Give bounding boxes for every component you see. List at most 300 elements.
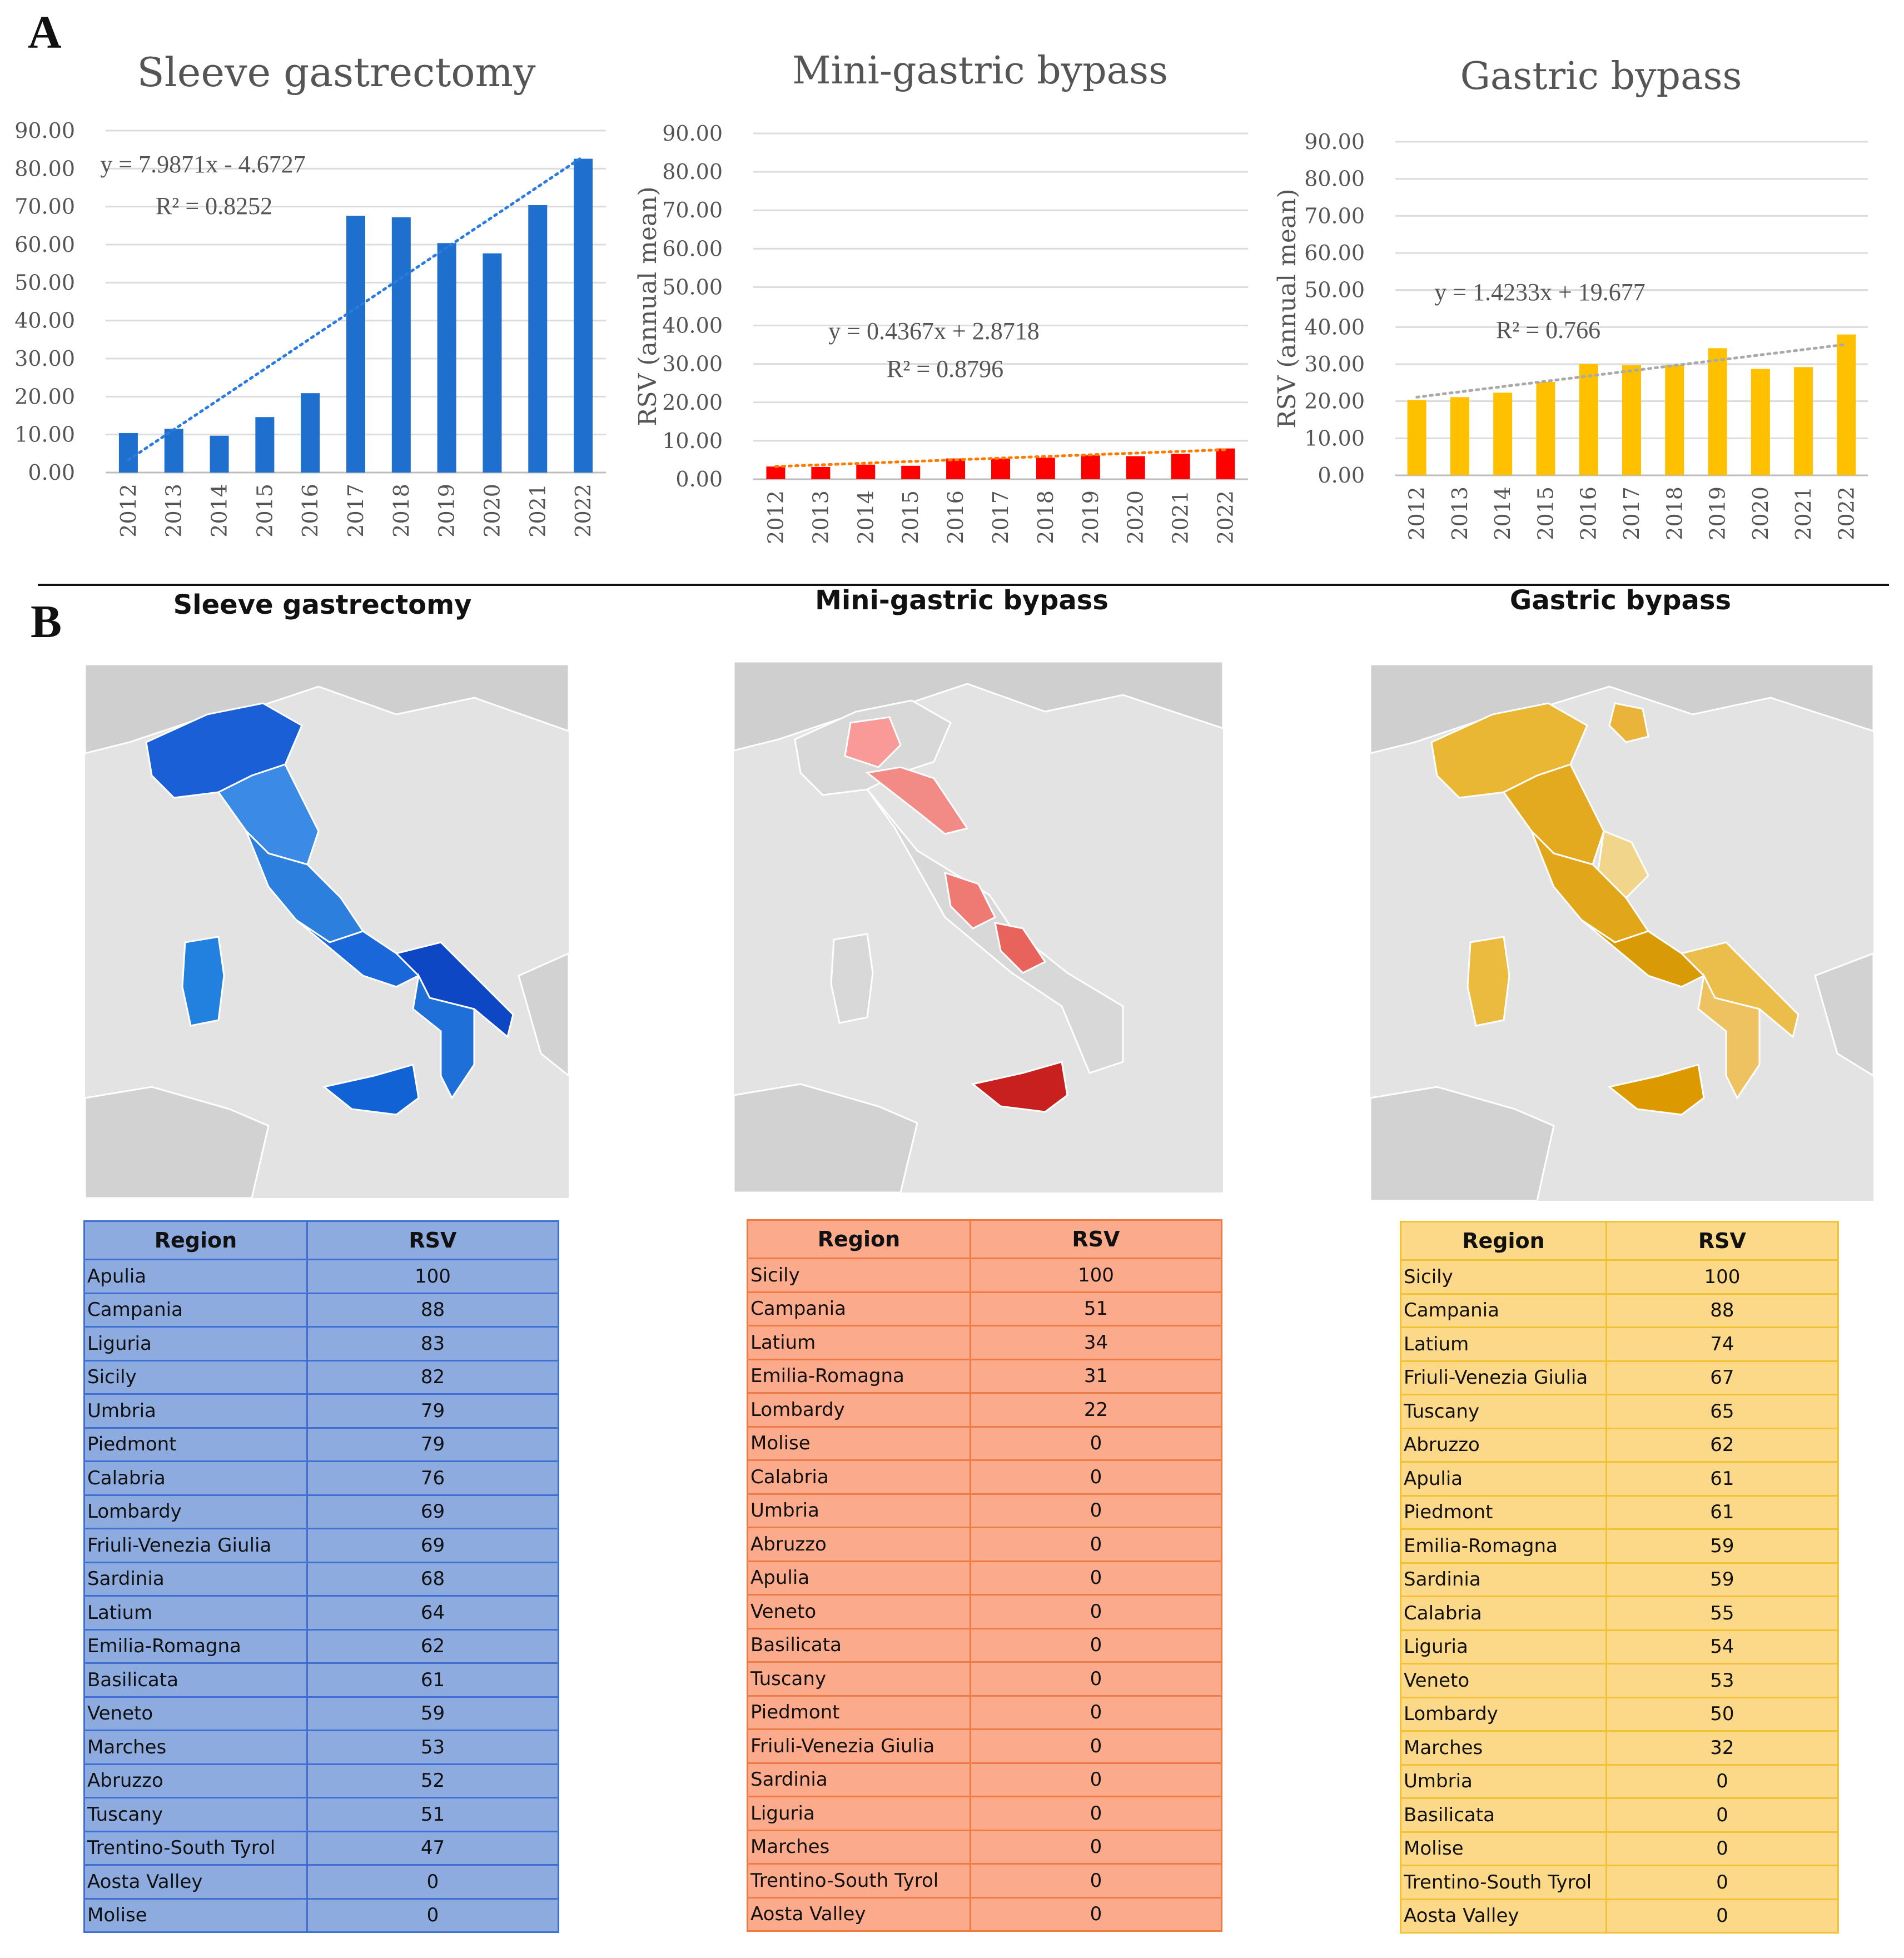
x-tick-label: 2014 (207, 484, 232, 538)
table-row (84, 1663, 559, 1697)
rsv-cell: 76 (307, 1462, 558, 1495)
region-cell: Piedmont (84, 1428, 307, 1462)
region-cell: Liguria (84, 1327, 307, 1361)
rsv-cell: 31 (970, 1359, 1221, 1393)
x-tick-label: 2022 (1834, 486, 1859, 540)
rsv-cell: 88 (1606, 1294, 1838, 1328)
table-row (84, 1831, 559, 1865)
rsv-cell: 0 (970, 1763, 1221, 1797)
rsv-cell: 53 (307, 1731, 558, 1765)
x-tick-label: 2019 (434, 484, 459, 538)
y-tick-label: 40.00 (662, 313, 723, 338)
bar (856, 465, 875, 479)
table-row (84, 1394, 559, 1428)
sleeve-gastrectomy-chart (0, 0, 628, 578)
bar (1216, 449, 1235, 479)
table-row (1401, 1563, 1838, 1597)
region-cell: Emilia-Romagna (748, 1359, 971, 1393)
bar (119, 433, 138, 473)
rsv-cell: 0 (970, 1460, 1221, 1494)
italy-map-sleeve (85, 664, 569, 1198)
table-row (748, 1864, 1222, 1898)
map-title-sleeve: Sleeve gastrectomy (173, 589, 472, 620)
rsv-cell: 47 (307, 1831, 558, 1865)
y-tick-label: 60.00 (1304, 241, 1365, 265)
x-tick-label: 2015 (252, 484, 277, 538)
rsv-cell: 61 (1606, 1462, 1838, 1496)
rsv-cell: 0 (307, 1865, 558, 1899)
italy-map-gastric (1370, 664, 1873, 1201)
trendline-equation: y = 0.4367x + 2.8718 (828, 317, 1040, 345)
region-cell: Abruzzo (1401, 1428, 1607, 1462)
y-tick-label: 10.00 (662, 428, 723, 453)
rsv-column-header: RSV (307, 1221, 558, 1260)
y-axis-label: RSV (annual mean) (1273, 188, 1301, 429)
bar (766, 466, 785, 479)
region-cell: Abruzzo (748, 1528, 971, 1562)
table-row (84, 1764, 559, 1798)
y-tick-label: 50.00 (662, 275, 723, 300)
rsv-cell: 100 (1606, 1260, 1838, 1294)
rsv-cell: 59 (1606, 1529, 1838, 1563)
x-tick-label: 2018 (389, 484, 414, 538)
x-tick-label: 2015 (1533, 486, 1558, 540)
region-cell: Friuli-Venezia Giulia (84, 1529, 307, 1563)
rsv-cell: 100 (970, 1259, 1221, 1293)
rsv-cell: 50 (1606, 1697, 1838, 1731)
bar (574, 159, 593, 473)
rsv-cell: 0 (307, 1899, 558, 1932)
y-tick-label: 90.00 (1304, 130, 1365, 154)
table-row (1401, 1328, 1838, 1361)
table-row (84, 1865, 559, 1899)
italy-map-mini (734, 662, 1223, 1192)
x-tick-label: 2012 (116, 484, 141, 538)
y-tick-label: 10.00 (1304, 426, 1365, 451)
rsv-cell: 83 (307, 1327, 558, 1361)
table-row (748, 1730, 1222, 1763)
region-cell: Campania (84, 1293, 307, 1327)
y-tick-label: 10.00 (14, 422, 75, 447)
region-cell: Piedmont (748, 1696, 971, 1730)
table-row (748, 1427, 1222, 1460)
rsv-cell: 59 (307, 1697, 558, 1731)
table-row (748, 1393, 1222, 1427)
rsv-cell: 0 (970, 1427, 1221, 1460)
bar (1536, 382, 1555, 475)
rsv-column-header: RSV (970, 1220, 1221, 1259)
rsv-cell: 0 (970, 1494, 1221, 1528)
panel-letter-a: A (28, 7, 62, 58)
y-tick-label: 80.00 (1304, 166, 1365, 191)
bar (392, 217, 411, 473)
table-row (1401, 1260, 1838, 1294)
y-tick-label: 40.00 (14, 308, 75, 333)
region-cell: Molise (84, 1899, 307, 1932)
rsv-cell: 0 (1606, 1832, 1838, 1866)
x-tick-label: 2020 (1123, 490, 1148, 544)
rsv-cell: 53 (1606, 1664, 1838, 1698)
rsv-cell: 61 (307, 1663, 558, 1697)
x-tick-label: 2019 (1078, 490, 1103, 544)
y-tick-label: 20.00 (14, 384, 75, 409)
region-cell: Molise (748, 1427, 971, 1460)
region-cell: Trentino-South Tyrol (748, 1864, 971, 1898)
region-cell: Latium (748, 1326, 971, 1360)
x-tick-label: 2016 (298, 484, 323, 538)
region-column-header: Region (1401, 1222, 1607, 1260)
region-cell: Sardinia (748, 1763, 971, 1797)
table-row (84, 1629, 559, 1663)
map-title-mini: Mini-gastric bypass (815, 585, 1108, 616)
table-row (84, 1529, 559, 1563)
y-tick-label: 50.00 (1304, 277, 1365, 302)
region-cell: Umbria (84, 1394, 307, 1428)
y-tick-label: 70.00 (14, 194, 75, 219)
region-cell: Marches (748, 1830, 971, 1864)
x-tick-label: 2021 (1168, 490, 1193, 544)
rsv-cell: 82 (307, 1360, 558, 1394)
y-tick-label: 40.00 (1304, 315, 1365, 340)
table-row (748, 1460, 1222, 1494)
y-tick-label: 60.00 (662, 236, 723, 261)
bar (1450, 397, 1469, 475)
table-row (1401, 1630, 1838, 1664)
rsv-cell: 52 (307, 1764, 558, 1798)
region-cell: Latium (84, 1596, 307, 1630)
bar (1493, 392, 1512, 475)
table-row (1401, 1866, 1838, 1900)
x-tick-label: 2019 (1705, 486, 1730, 540)
rsv-cell: 0 (970, 1730, 1221, 1763)
region-cell: Aosta Valley (748, 1897, 971, 1931)
region-cell: Emilia-Romagna (1401, 1529, 1607, 1563)
bar (1708, 348, 1727, 475)
x-tick-label: 2013 (1447, 486, 1472, 540)
table-row (84, 1562, 559, 1596)
bar (1126, 456, 1145, 479)
region-cell: Campania (748, 1292, 971, 1326)
y-tick-label: 30.00 (14, 346, 75, 371)
rsv-cell: 69 (307, 1529, 558, 1563)
bar (1579, 364, 1598, 475)
y-tick-label: 30.00 (1304, 352, 1365, 376)
gastric-bypass-chart (1251, 0, 1904, 578)
y-tick-label: 90.00 (662, 121, 723, 146)
table-row (1401, 1428, 1838, 1462)
table-row (84, 1462, 559, 1495)
rsv-cell: 69 (307, 1495, 558, 1529)
table-row (748, 1628, 1222, 1662)
bar (1171, 454, 1190, 479)
table-row (748, 1292, 1222, 1326)
region-cell: Calabria (1401, 1597, 1607, 1631)
bar (255, 417, 274, 473)
table-row (748, 1259, 1222, 1293)
bar (438, 243, 456, 473)
trendline-equation: y = 1.4233x + 19.677 (1434, 279, 1646, 306)
region-cell: Umbria (748, 1494, 971, 1528)
x-tick-label: 2013 (161, 484, 186, 538)
region-cell: Emilia-Romagna (84, 1629, 307, 1663)
table-header-row (748, 1220, 1222, 1259)
table-row (1401, 1395, 1838, 1429)
table-row (1401, 1664, 1838, 1698)
y-tick-label: 0.00 (675, 467, 723, 491)
region-cell: Basilicata (84, 1663, 307, 1697)
bar (1622, 365, 1641, 475)
table-row (748, 1326, 1222, 1360)
bar (301, 393, 320, 473)
bar (991, 459, 1010, 479)
bar (1837, 335, 1856, 475)
y-tick-label: 20.00 (1304, 389, 1365, 414)
table-row (84, 1798, 559, 1832)
x-tick-label: 2020 (480, 484, 505, 538)
region-cell: Marches (1401, 1731, 1607, 1765)
table-row (748, 1595, 1222, 1629)
y-tick-label: 60.00 (14, 232, 75, 257)
x-tick-label: 2012 (763, 490, 788, 544)
bar (528, 205, 547, 473)
region-cell: Calabria (84, 1462, 307, 1495)
table-row (84, 1260, 559, 1294)
region-cell: Basilicata (748, 1628, 971, 1662)
table-row (1401, 1495, 1838, 1529)
rsv-cell: 67 (1606, 1361, 1838, 1395)
gastric-bypass-table (1400, 1221, 1839, 1934)
bar (811, 467, 830, 479)
trendline-r2: R² = 0.766 (1495, 316, 1601, 344)
region-cell: Sicily (748, 1259, 971, 1293)
region-cell: Tuscany (1401, 1395, 1607, 1429)
bar (1751, 369, 1770, 475)
y-tick-label: 70.00 (1304, 203, 1365, 228)
region-cell: Lombardy (1401, 1697, 1607, 1731)
rsv-cell: 0 (970, 1662, 1221, 1696)
rsv-cell: 64 (307, 1596, 558, 1630)
rsv-cell: 61 (1606, 1495, 1838, 1529)
rsv-column-header: RSV (1606, 1222, 1838, 1260)
x-tick-label: 2016 (943, 490, 968, 544)
x-tick-label: 2012 (1404, 486, 1429, 540)
y-tick-label: 90.00 (14, 118, 75, 143)
rsv-cell: 0 (970, 1830, 1221, 1864)
bar (346, 216, 365, 473)
trendline-r2: R² = 0.8252 (155, 192, 273, 220)
rsv-cell: 88 (307, 1293, 558, 1327)
table-row (1401, 1697, 1838, 1731)
x-tick-label: 2020 (1748, 486, 1773, 540)
x-tick-label: 2018 (1033, 490, 1058, 544)
mini-gastric-bypass-map (734, 662, 1223, 1192)
y-tick-label: 80.00 (662, 160, 723, 185)
table-row (84, 1731, 559, 1765)
x-tick-label: 2022 (1213, 490, 1238, 544)
table-row (84, 1360, 559, 1394)
trendline-equation: y = 7.9871x - 4.6727 (100, 151, 306, 178)
region-column-header: Region (84, 1221, 307, 1260)
rsv-cell: 0 (970, 1864, 1221, 1898)
rsv-cell: 0 (1606, 1798, 1838, 1832)
rsv-cell: 51 (970, 1292, 1221, 1326)
rsv-cell: 79 (307, 1394, 558, 1428)
y-tick-label: 80.00 (14, 156, 75, 181)
table-row (748, 1494, 1222, 1528)
chart-svg-0 (0, 0, 628, 578)
table-row (1401, 1832, 1838, 1866)
rsv-cell: 0 (970, 1797, 1221, 1831)
table-row (748, 1696, 1222, 1730)
region-cell: Veneto (1401, 1664, 1607, 1698)
rsv-cell: 0 (970, 1561, 1221, 1595)
table-row (1401, 1361, 1838, 1395)
y-tick-label: 30.00 (662, 351, 723, 376)
rsv-cell: 62 (1606, 1428, 1838, 1462)
table-row (84, 1495, 559, 1529)
region-cell: Veneto (84, 1697, 307, 1731)
region-cell: Marches (84, 1731, 307, 1765)
chart-title: Gastric bypass (1460, 54, 1742, 98)
rsv-cell: 0 (970, 1595, 1221, 1629)
bar (483, 254, 501, 473)
chart-title: Mini-gastric bypass (792, 49, 1168, 93)
region-cell: Abruzzo (84, 1764, 307, 1798)
region-cell: Sicily (1401, 1260, 1607, 1294)
rsv-cell: 55 (1606, 1597, 1838, 1631)
table-row (1401, 1798, 1838, 1832)
region-cell: Campania (1401, 1294, 1607, 1328)
table-row (84, 1899, 559, 1932)
x-tick-label: 2015 (898, 490, 923, 544)
x-tick-label: 2014 (853, 490, 878, 544)
rsv-cell: 62 (307, 1629, 558, 1663)
y-tick-label: 50.00 (14, 270, 75, 295)
table-header-row (1401, 1222, 1838, 1260)
region-cell: Veneto (748, 1595, 971, 1629)
mini-gastric-bypass-table (747, 1219, 1222, 1932)
rsv-cell: 100 (307, 1260, 558, 1294)
rsv-cell: 0 (970, 1897, 1221, 1931)
bar (1408, 400, 1426, 475)
region-cell: Apulia (1401, 1462, 1607, 1496)
region-cell: Apulia (84, 1260, 307, 1294)
rsv-cell: 74 (1606, 1328, 1838, 1361)
rsv-cell: 0 (1606, 1899, 1838, 1933)
bar (901, 466, 920, 479)
region-cell: Trentino-South Tyrol (84, 1831, 307, 1865)
sleeve-gastrectomy-table (83, 1220, 559, 1933)
table-row (1401, 1529, 1838, 1563)
rsv-cell: 22 (970, 1393, 1221, 1427)
rsv-cell: 32 (1606, 1731, 1838, 1765)
table-row (748, 1662, 1222, 1696)
chart-svg-1 (612, 0, 1256, 578)
region-cell: Molise (1401, 1832, 1607, 1866)
rsv-cell: 34 (970, 1326, 1221, 1360)
x-tick-label: 2016 (1576, 486, 1601, 540)
trendline-r2: R² = 0.8796 (886, 355, 1004, 382)
table-row (748, 1830, 1222, 1864)
panel-letter-b: B (31, 596, 62, 648)
chart-title: Sleeve gastrectomy (137, 49, 536, 96)
rsv-cell: 0 (970, 1528, 1221, 1562)
x-tick-label: 2022 (571, 484, 596, 538)
rsv-cell: 0 (1606, 1866, 1838, 1900)
y-axis-label: RSV (annual mean) (634, 186, 662, 426)
table-row (748, 1359, 1222, 1393)
region-cell: Calabria (748, 1460, 971, 1494)
y-tick-label: 20.00 (662, 390, 723, 415)
table-row (1401, 1765, 1838, 1798)
table-row (748, 1763, 1222, 1797)
x-tick-label: 2017 (988, 490, 1013, 544)
region-cell: Sardinia (84, 1562, 307, 1596)
table-row (1401, 1294, 1838, 1328)
region-cell: Aosta Valley (1401, 1899, 1607, 1933)
table-row (748, 1897, 1222, 1931)
table-row (1401, 1899, 1838, 1933)
rsv-cell: 0 (1606, 1765, 1838, 1798)
x-tick-label: 2014 (1490, 486, 1515, 540)
region-cell: Aosta Valley (84, 1865, 307, 1899)
rsv-cell: 59 (1606, 1563, 1838, 1597)
y-tick-label: 0.00 (1318, 463, 1365, 488)
table-row (748, 1561, 1222, 1595)
table-row (84, 1596, 559, 1630)
rsv-cell: 51 (307, 1798, 558, 1832)
rsv-cell: 65 (1606, 1395, 1838, 1429)
table-row (748, 1797, 1222, 1831)
table-row (84, 1697, 559, 1731)
bar (1081, 455, 1100, 479)
region-cell: Latium (1401, 1328, 1607, 1361)
x-tick-label: 2017 (1619, 486, 1644, 540)
bar (1794, 367, 1813, 475)
region-cell: Umbria (1401, 1765, 1607, 1798)
y-tick-label: 0.00 (28, 460, 75, 485)
table-row (748, 1528, 1222, 1562)
region-cell: Trentino-South Tyrol (1401, 1866, 1607, 1900)
mini-gastric-bypass-chart (612, 0, 1256, 578)
bar (1665, 365, 1684, 475)
gastric-bypass-map (1370, 664, 1873, 1201)
x-tick-label: 2018 (1662, 486, 1687, 540)
bar (946, 459, 965, 479)
x-tick-label: 2021 (525, 484, 550, 538)
chart-svg-2 (1251, 0, 1904, 578)
region-cell: Liguria (1401, 1630, 1607, 1664)
region-cell: Basilicata (1401, 1798, 1607, 1832)
x-tick-label: 2021 (1791, 486, 1816, 540)
y-tick-label: 70.00 (662, 198, 723, 223)
table-row (1401, 1731, 1838, 1765)
region-cell: Lombardy (748, 1393, 971, 1427)
region-cell: Friuli-Venezia Giulia (748, 1730, 971, 1763)
rsv-cell: 0 (970, 1696, 1221, 1730)
region-cell: Friuli-Venezia Giulia (1401, 1361, 1607, 1395)
region-cell: Sicily (84, 1360, 307, 1394)
rsv-cell: 79 (307, 1428, 558, 1462)
region-cell: Tuscany (748, 1662, 971, 1696)
region-column-header: Region (748, 1220, 971, 1259)
region-cell: Sardinia (1401, 1563, 1607, 1597)
table-row (84, 1293, 559, 1327)
x-tick-label: 2013 (808, 490, 833, 544)
region-cell: Tuscany (84, 1798, 307, 1832)
region-cell: Liguria (748, 1797, 971, 1831)
bar (210, 436, 229, 473)
